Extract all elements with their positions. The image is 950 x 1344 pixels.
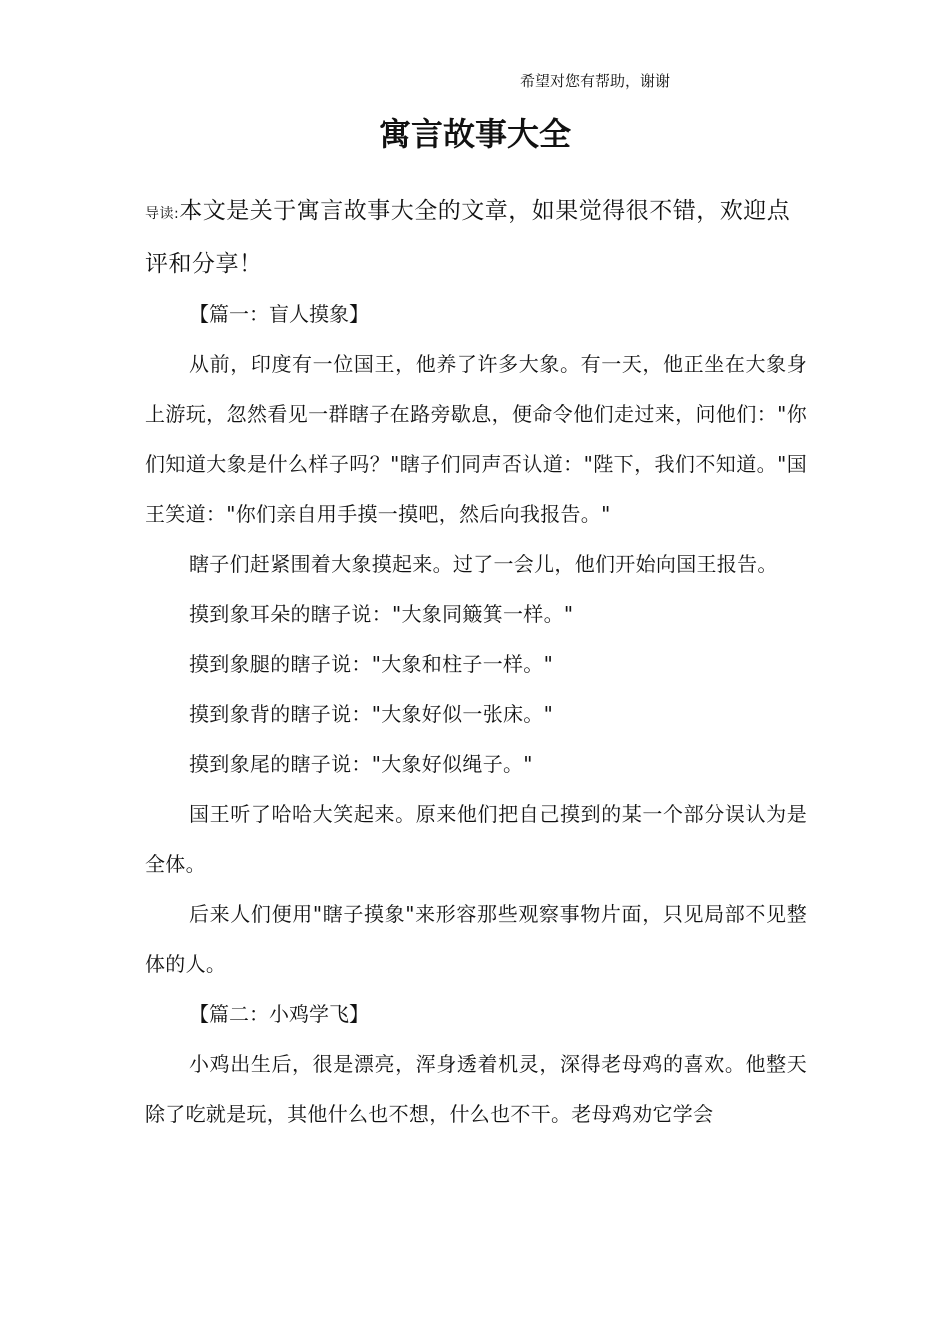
paragraph: 摸到象尾的瞎子说："大象好似绳子。" xyxy=(189,752,533,776)
paragraph: 瞎子们赶紧围着大象摸起来。过了一会儿，他们开始向国王报告。 xyxy=(189,552,778,576)
page-title: 寓言故事大全 xyxy=(378,115,571,153)
paragraph: 摸到象耳朵的瞎子说："大象同簸箕一样。" xyxy=(189,602,574,626)
paragraph: 小鸡出生后，很是漂亮，浑身透着机灵，深得老母鸡的喜欢。他整天除了吃就是玩，其他什么也不想，什么也不干。老母鸡劝它学会 xyxy=(145,1052,807,1126)
paragraph: 摸到象背的瞎子说："大象好似一张床。" xyxy=(189,702,554,726)
section-heading-2: 【篇二：小鸡学飞】 xyxy=(189,1002,369,1026)
paragraph: 后来人们便用"瞎子摸象"来形容那些观察事物片面，只见局部不见整体的人。 xyxy=(145,902,807,976)
document-body xyxy=(145,186,807,1139)
intro-text: 本文是关于寓言故事大全的文章，如果觉得很不错，欢迎点评和分享！ xyxy=(145,198,791,277)
paragraph: 国王听了哈哈大笑起来。原来他们把自己摸到的某一个部分误认为是全体。 xyxy=(145,802,807,876)
section-heading-1: 【篇一：盲人摸象】 xyxy=(189,302,369,326)
paragraph: 摸到象腿的瞎子说："大象和柱子一样。" xyxy=(189,652,554,676)
paragraph: 从前，印度有一位国王，他养了许多大象。有一天，他正坐在大象身上游玩，忽然看见一群瞎子在路旁歇息，便命令他们走过来，问他们："你们知道大象是什么样子吗？"瞎子们同声否认道："陛下，我们不知道。"国王笑道："你们亲自用手摸一摸吧，然后向我报告。" xyxy=(145,352,807,526)
intro-paragraph xyxy=(145,186,807,289)
intro-label: 导读: xyxy=(145,206,180,222)
header-note: 希望对您有帮助，谢谢 xyxy=(520,72,671,90)
